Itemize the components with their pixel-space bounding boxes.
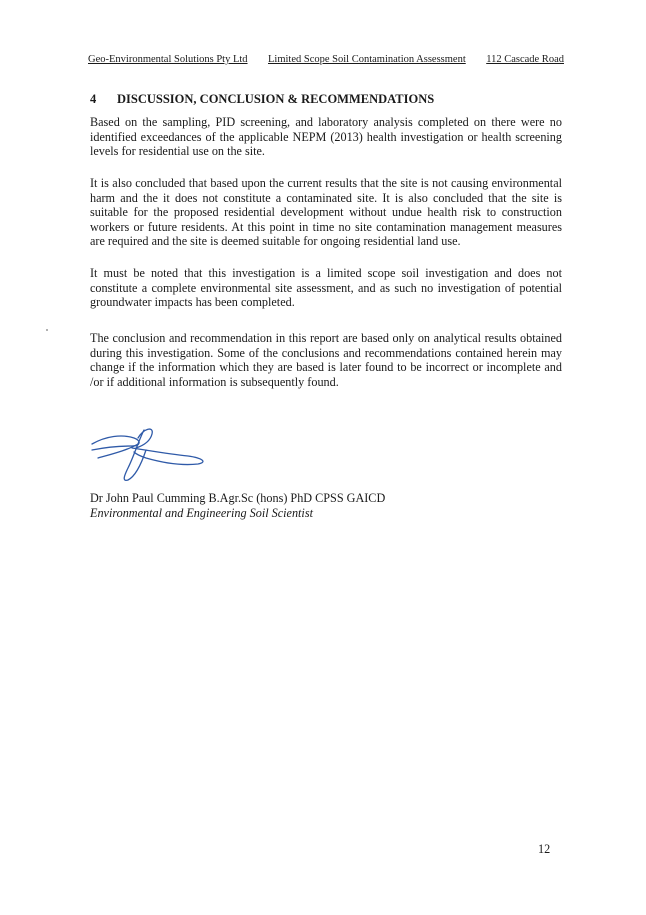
section-heading: [90, 92, 434, 107]
header-address: 112 Cascade Road: [486, 54, 564, 65]
paragraph-conclusion: It is also concluded that based upon the current results that the site is not causing environmental harm and the it does not constitute a contaminated site. It is also concluded that the site is suitable for the proposed residential development without undue health risk to construction workers or future residents. At this point in time no site contamination management measures are required and the site is deemed suitable for ongoing residential land use.: [90, 176, 562, 249]
paragraph-disclaimer: The conclusion and recommendation in this report are based only on analytical results obtained during this investigation. Some of the conclusions and recommendations contained herein may change if the information which they are based is later found to be incorrect or incomplete and /or if additional information is subsequently found.: [90, 331, 562, 389]
paragraph-limitations: It must be noted that this investigation is a limited scope soil investigation and does not constitute a complete environmental site assessment, and as such no investigation of potential groundwater impacts has been completed.: [90, 266, 562, 310]
header-company: Geo-Environmental Solutions Pty Ltd: [88, 54, 248, 65]
page-number: 12: [538, 842, 551, 856]
paragraph-findings: Based on the sampling, PID screening, and laboratory analysis completed on there were no identified exceedances of the applicable NEPM (2013) health investigation or health screening levels for residential use on the site.: [90, 115, 562, 159]
signatory-name: Dr John Paul Cumming B.Agr.Sc (hons) PhD CPSS GAICD: [90, 491, 386, 505]
section-title: DISCUSSION, CONCLUSION & RECOMMENDATIONS: [117, 92, 435, 106]
margin-mark: [46, 329, 48, 331]
signature-image: [88, 424, 218, 486]
section-number: 4: [90, 92, 97, 106]
page-header: [88, 53, 564, 67]
header-report-title: Limited Scope Soil Contamination Assessment: [268, 54, 466, 65]
signatory-title: Environmental and Engineering Soil Scientist: [90, 506, 313, 520]
